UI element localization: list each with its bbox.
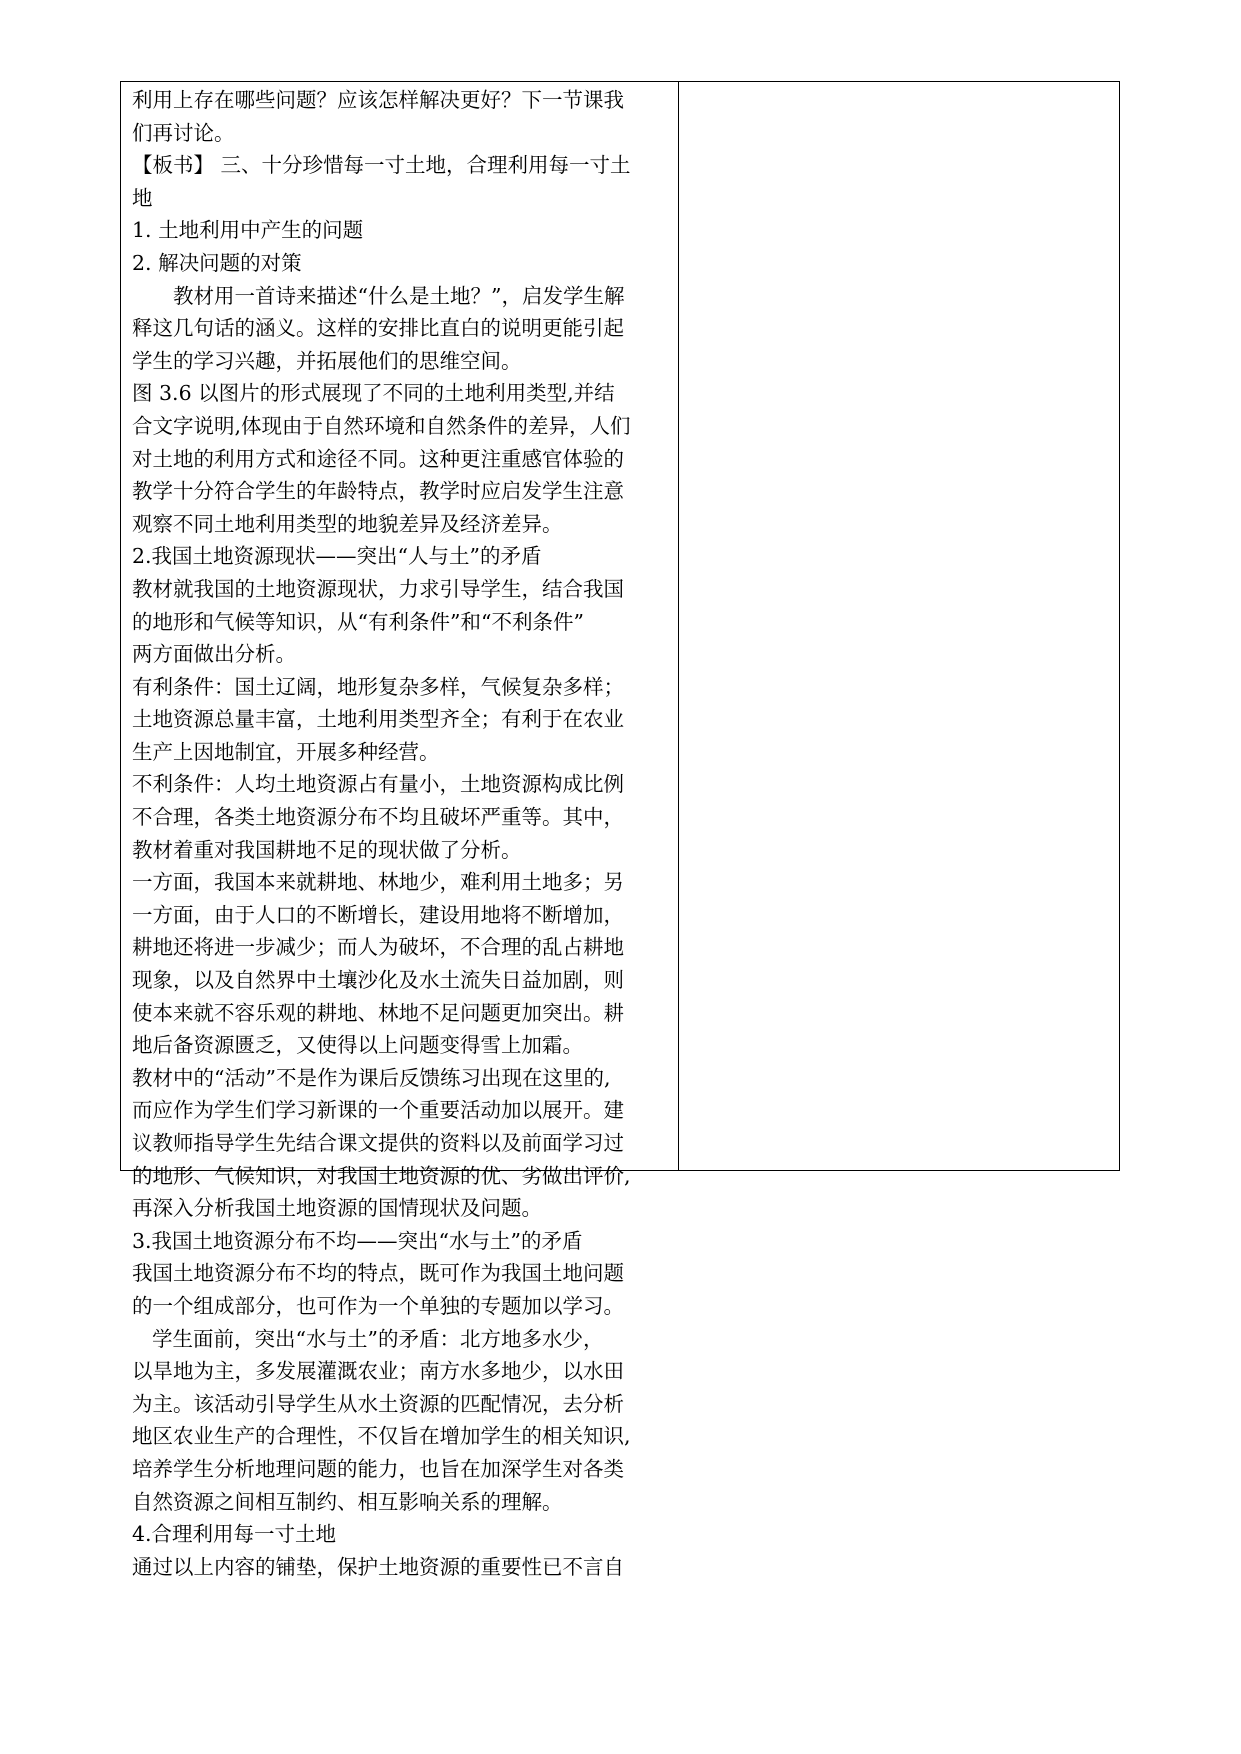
text-line: 现象，以及自然界中土壤沙化及水土流失日益加剧，则 xyxy=(132,968,624,993)
text-line: 合文字说明,体现由于自然环境和自然条件的差异，人们 xyxy=(132,413,631,438)
text-line: 教材用一首诗来描述“什么是土地？”，启发学生解 xyxy=(173,283,625,308)
text-line: 教学十分符合学生的年龄特点，教学时应启发学生注意 xyxy=(132,479,624,504)
text-line: 耕地还将进一步减少；而人为破坏，不合理的乱占耕地 xyxy=(132,935,624,960)
text-line: 议教师指导学生先结合课文提供的资料以及前面学习过 xyxy=(132,1131,624,1155)
text-line: 通过以上内容的铺垫，保护土地资源的重要性已不言自 xyxy=(132,1554,624,1579)
text-line: 而应作为学生们学习新课的一个重要活动加以展开。建 xyxy=(132,1098,624,1123)
content-column xyxy=(121,82,679,1579)
text-line: 2. 解决问题的对策 xyxy=(132,250,302,275)
text-line: 2.我国土地资源现状——突出“人与土”的矛盾 xyxy=(132,544,542,569)
text-line: 3.我国土地资源分布不均——突出“水与土”的矛盾 xyxy=(132,1228,583,1253)
text-line: 有利条件：国土辽阔，地形复杂多样，气候复杂多样； xyxy=(132,674,624,699)
text-line: 培养学生分析地理问题的能力，也旨在加深学生对各类 xyxy=(132,1456,624,1481)
text-line: 为主。该活动引导学生从水土资源的匹配情况，去分析 xyxy=(132,1391,624,1416)
text-line: 不合理，各类土地资源分布不均且破坏严重等。其中， xyxy=(132,805,624,830)
text-line: 【板书】 三、十分珍惜每一寸土地，合理利用每一寸土 xyxy=(132,153,631,178)
notes-column xyxy=(679,82,1119,1170)
text-line: 地后备资源匮乏，又使得以上问题变得雪上加霜。 xyxy=(132,1033,583,1058)
text-line: 利用上存在哪些问题？应该怎样解决更好？下一节课我 xyxy=(132,88,624,112)
text-line: 一方面，我国本来就耕地、林地少，难利用土地多；另 xyxy=(132,870,624,895)
text-line: 我国土地资源分布不均的特点，既可作为我国土地问题 xyxy=(132,1261,624,1286)
text-line: 两方面做出分析。 xyxy=(132,642,296,667)
text-line: 对土地的利用方式和途径不同。这种更注重感官体验的 xyxy=(132,446,624,471)
text-line: 观察不同土地利用类型的地貌差异及经济差异。 xyxy=(132,511,563,536)
text-line: 学生面前，突出“水与土”的矛盾：北方地多水少， xyxy=(152,1326,604,1351)
text-line: 再深入分析我国土地资源的国情现状及问题。 xyxy=(132,1196,542,1221)
lesson-table xyxy=(120,81,1120,1579)
text-line: 生产上因地制宜，开展多种经营。 xyxy=(132,739,440,764)
text-line: 自然资源之间相互制约、相互影响关系的理解。 xyxy=(132,1489,563,1514)
text-line: 1. 土地利用中产生的问题 xyxy=(132,218,364,243)
text-line: 学生的学习兴趣，并拓展他们的思维空间。 xyxy=(132,348,522,373)
text-line: 教材中的“活动”不是作为课后反馈练习出现在这里的, xyxy=(132,1065,611,1090)
text-line: 地区农业生产的合理性，不仅旨在增加学生的相关知识, xyxy=(132,1424,631,1449)
text-line: 教材着重对我国耕地不足的现状做了分析。 xyxy=(132,837,522,862)
text-line: 的地形和气候等知识，从“有利条件”和“不利条件” xyxy=(132,609,584,634)
text-line: 释这几句话的涵义。这样的安排比直白的说明更能引起 xyxy=(132,316,624,341)
text-line: 土地资源总量丰富，土地利用类型齐全；有利于在农业 xyxy=(132,707,624,732)
text-line: 地 xyxy=(132,185,153,210)
text-line: 一方面，由于人口的不断增长，建设用地将不断增加， xyxy=(132,902,624,927)
text-line: 以旱地为主，多发展灌溉农业；南方水多地少，以水田 xyxy=(132,1359,624,1384)
text-line: 的地形、气候知识，对我国土地资源的优、劣做出评价, xyxy=(132,1163,631,1188)
text-line: 们再讨论。 xyxy=(132,120,235,145)
text-line: 4.合理利用每一寸土地 xyxy=(132,1522,337,1547)
text-line: 图 3.6 以图片的形式展现了不同的土地利用类型,并结 xyxy=(132,381,615,406)
text-line: 不利条件：人均土地资源占有量小，土地资源构成比例 xyxy=(132,772,624,797)
text-line: 的一个组成部分，也可作为一个单独的专题加以学习。 xyxy=(132,1293,624,1318)
text-line: 教材就我国的土地资源现状，力求引导学生，结合我国 xyxy=(132,576,624,601)
text-line: 使本来就不容乐观的耕地、林地不足问题更加突出。耕 xyxy=(132,1000,624,1025)
